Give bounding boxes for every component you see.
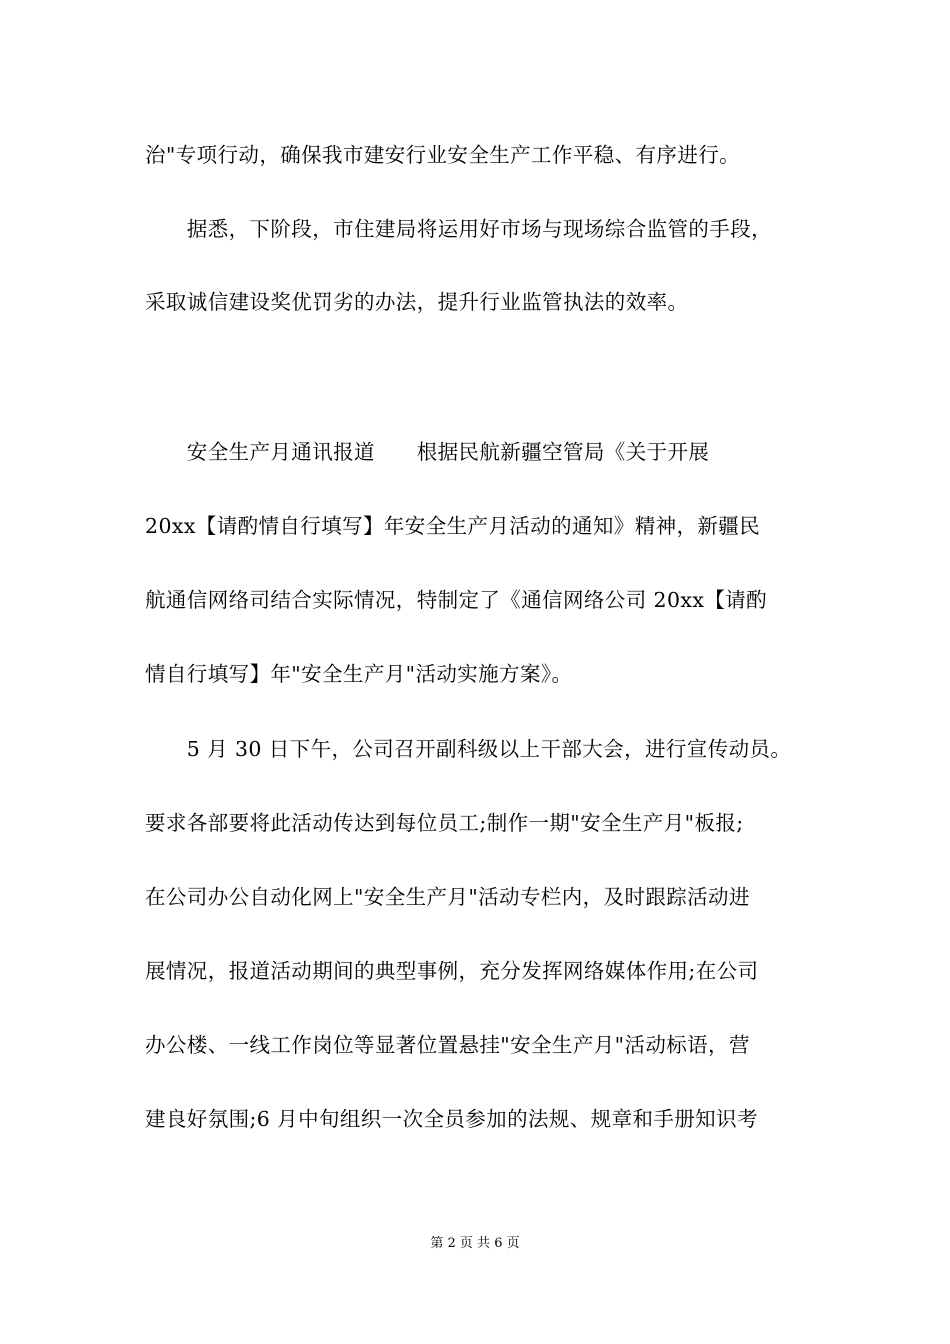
- paragraph-3-line-1: 安全生产月通讯报道 根据民航新疆空管局《关于开展: [145, 440, 710, 464]
- paragraph-4-line-6: 建良好氛围;6 月中旬组织一次全员参加的法规、规章和手册知识考: [145, 1107, 758, 1131]
- paragraph-1-line-1: 治"专项行动，确保我市建安行业安全生产工作平稳、有序进行。: [145, 143, 741, 167]
- paragraph-4-line-5: 办公楼、一线工作岗位等显著位置悬挂"安全生产月"活动标语，营: [145, 1033, 750, 1057]
- page-number-footer: 第 2 页 共 6 页: [430, 1236, 520, 1251]
- paragraph-3-line-4: 情自行填写】年"安全生产月"活动实施方案》。: [145, 662, 573, 686]
- paragraph-3-line-2: 20xx【请酌情自行填写】年安全生产月活动的通知》精神，新疆民: [145, 514, 761, 538]
- paragraph-4-line-2: 要求各部要将此活动传达到每位员工;制作一期"安全生产月"板报;: [145, 811, 744, 835]
- paragraph-4-line-3: 在公司办公自动化网上"安全生产月"活动专栏内，及时跟踪活动进: [145, 885, 750, 909]
- paragraph-4-line-1: 5 月 30 日下午，公司召开副科级以上干部大会，进行宣传动员。: [145, 737, 792, 761]
- paragraph-3-line-3: 航通信网络司结合实际情况，特制定了《通信网络公司 20xx【请酌: [145, 588, 768, 612]
- paragraph-2-line-2: 采取诚信建设奖优罚劣的办法，提升行业监管执法的效率。: [145, 290, 689, 314]
- paragraph-4-line-4: 展情况，报道活动期间的典型事例，充分发挥网络媒体作用;在公司: [145, 959, 759, 983]
- paragraph-2-line-1: 据悉，下阶段，市住建局将运用好市场与现场综合监管的手段，: [145, 217, 772, 241]
